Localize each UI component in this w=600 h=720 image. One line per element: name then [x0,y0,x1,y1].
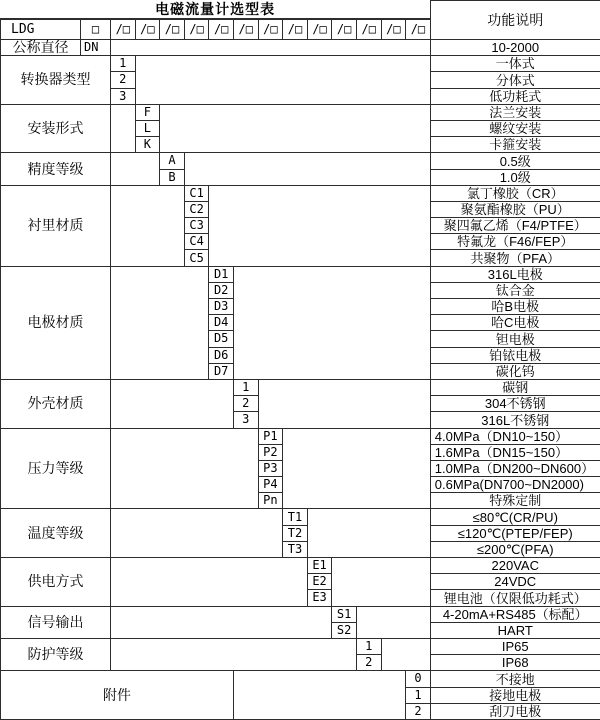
desc-cell: 铂铱电极 [430,347,600,363]
code-cell: S1 [332,606,357,622]
slash-code-box: /□ [283,19,308,40]
slash-code-box: /□ [111,19,136,40]
code-cell: D1 [209,266,234,282]
filler-cell [111,104,136,153]
slash-code-box: /□ [135,19,160,40]
desc-cell: 接地电极 [430,687,600,703]
band-label: 附件 [1,671,234,720]
code-cell: T1 [283,509,308,525]
code-cell: 2 [356,655,381,671]
desc-cell: 哈C电极 [430,315,600,331]
desc-cell: 一体式 [430,56,600,72]
code-cell: F [135,104,160,120]
band-label: 压力等级 [1,428,111,509]
desc-cell: 4.0MPa（DN10~150） [430,428,600,444]
slash-code-box: /□ [209,19,234,40]
filler-cell [332,558,430,607]
filler-cell [111,379,234,428]
filler-cell [111,185,185,266]
filler-cell [258,379,430,428]
desc-cell: 1.0级 [430,169,600,185]
filler-cell [184,153,430,185]
band-label: 外壳材质 [1,379,111,428]
desc-cell: ≤200℃(PFA) [430,541,600,557]
code-cell: D4 [209,315,234,331]
desc-cell: 1.0MPa（DN200~DN600） [430,460,600,476]
code-cell: T2 [283,525,308,541]
slash-code-box: /□ [381,19,406,40]
slash-code-box: /□ [184,19,209,40]
desc-cell: ≤80℃(CR/PU) [430,509,600,525]
code-cell: T3 [283,541,308,557]
filler-cell [307,509,430,558]
filler-cell [111,428,259,509]
band-label: 公称直径 [1,40,81,56]
desc-cell: 共聚物（PFA） [430,250,600,266]
table-title: 电磁流量计选型表 [1,1,431,19]
code-cell: 0 [406,671,431,687]
desc-cell: IP65 [430,638,600,654]
code-cell: C2 [184,201,209,217]
slash-code-box: /□ [332,19,357,40]
filler-cell [356,606,430,638]
filler-cell [233,266,430,379]
dn-code-box: □ [81,19,111,40]
code-cell: D3 [209,299,234,315]
band-label: 电极材质 [1,266,111,379]
code-cell: K [135,137,160,153]
desc-cell: 哈B电极 [430,299,600,315]
code-cell: P2 [258,444,283,460]
filler-cell [111,606,332,638]
desc-cell: 316L电极 [430,266,600,282]
desc-cell: 氯丁橡胶（CR） [430,185,600,201]
desc-cell: 特氟龙（F46/FEP） [430,234,600,250]
desc-cell: HART [430,622,600,638]
code-cell: A [160,153,185,169]
desc-cell: 螺纹安装 [430,120,600,136]
desc-cell: IP68 [430,655,600,671]
code-cell: C4 [184,234,209,250]
band-label: 衬里材质 [1,185,111,266]
desc-cell: 聚四氟乙烯（F4/PTFE） [430,218,600,234]
slash-code-box: /□ [406,19,431,40]
code-cell: E2 [307,574,332,590]
desc-cell: 钛合金 [430,282,600,298]
filler-cell [111,153,160,185]
code-cell: 2 [233,396,258,412]
code-cell: C1 [184,185,209,201]
code-cell: D6 [209,347,234,363]
filler-cell [209,185,430,266]
desc-cell: 1.6MPa（DN15~150） [430,444,600,460]
desc-cell: 0.6MPa(DN700~DN2000) [430,477,600,493]
filler-cell [283,428,431,509]
code-cell: P3 [258,460,283,476]
desc-cell: 分体式 [430,72,600,88]
code-cell: 2 [406,703,431,719]
slash-code-box: /□ [258,19,283,40]
code-cell: C5 [184,250,209,266]
code-cell: Pn [258,493,283,509]
desc-cell: 钽电极 [430,331,600,347]
filler-cell [381,638,430,670]
desc-cell: 特殊定制 [430,493,600,509]
band-label: 精度等级 [1,153,111,185]
desc-cell: 刮刀电极 [430,703,600,719]
desc-cell: 不接地 [430,671,600,687]
desc-cell: 10-2000 [430,40,600,56]
code-cell: 1 [233,379,258,395]
code-cell: E3 [307,590,332,606]
desc-cell: 聚氨酯橡胶（PU） [430,201,600,217]
model-prefix-cell: LDG [1,19,81,40]
desc-cell: ≤120℃(PTEP/FEP) [430,525,600,541]
desc-cell: 316L不锈钢 [430,412,600,428]
filler-cell [111,40,431,56]
code-cell: S2 [332,622,357,638]
filler-cell [111,266,209,379]
code-cell: D5 [209,331,234,347]
code-cell: L [135,120,160,136]
desc-cell: 0.5级 [430,153,600,169]
desc-cell: 220VAC [430,558,600,574]
desc-cell: 304不锈钢 [430,396,600,412]
slash-code-box: /□ [160,19,185,40]
slash-code-box: /□ [307,19,332,40]
function-description-header: 功能说明 [430,1,600,40]
code-cell: P4 [258,477,283,493]
band-label: 温度等级 [1,509,111,558]
code-cell: C3 [184,218,209,234]
filler-cell [135,56,430,105]
filler-cell [111,509,283,558]
filler-cell [233,671,405,720]
desc-cell: 碳钢 [430,379,600,395]
slash-code-box: /□ [356,19,381,40]
code-cell: E1 [307,558,332,574]
filler-cell [160,104,431,153]
code-cell: B [160,169,185,185]
desc-cell: 4-20mA+RS485（标配） [430,606,600,622]
band-label: 信号输出 [1,606,111,638]
slash-code-box: /□ [233,19,258,40]
band-label: 防护等级 [1,638,111,670]
code-cell: 1 [111,56,136,72]
code-cell: D2 [209,282,234,298]
code-cell: 1 [356,638,381,654]
desc-cell: 卡箍安装 [430,137,600,153]
code-cell: 1 [406,687,431,703]
band-label: 供电方式 [1,558,111,607]
code-cell: P1 [258,428,283,444]
band-label: 转换器类型 [1,56,111,105]
code-cell: 3 [233,412,258,428]
code-cell: DN [81,40,111,56]
filler-cell [111,638,357,670]
code-cell: 3 [111,88,136,104]
desc-cell: 碳化钨 [430,363,600,379]
desc-cell: 锂电池（仅限低功耗式） [430,590,600,606]
desc-cell: 低功耗式 [430,88,600,104]
code-cell: 2 [111,72,136,88]
filler-cell [111,558,308,607]
desc-cell: 24VDC [430,574,600,590]
band-label: 安装形式 [1,104,111,153]
desc-cell: 法兰安装 [430,104,600,120]
code-cell: D7 [209,363,234,379]
